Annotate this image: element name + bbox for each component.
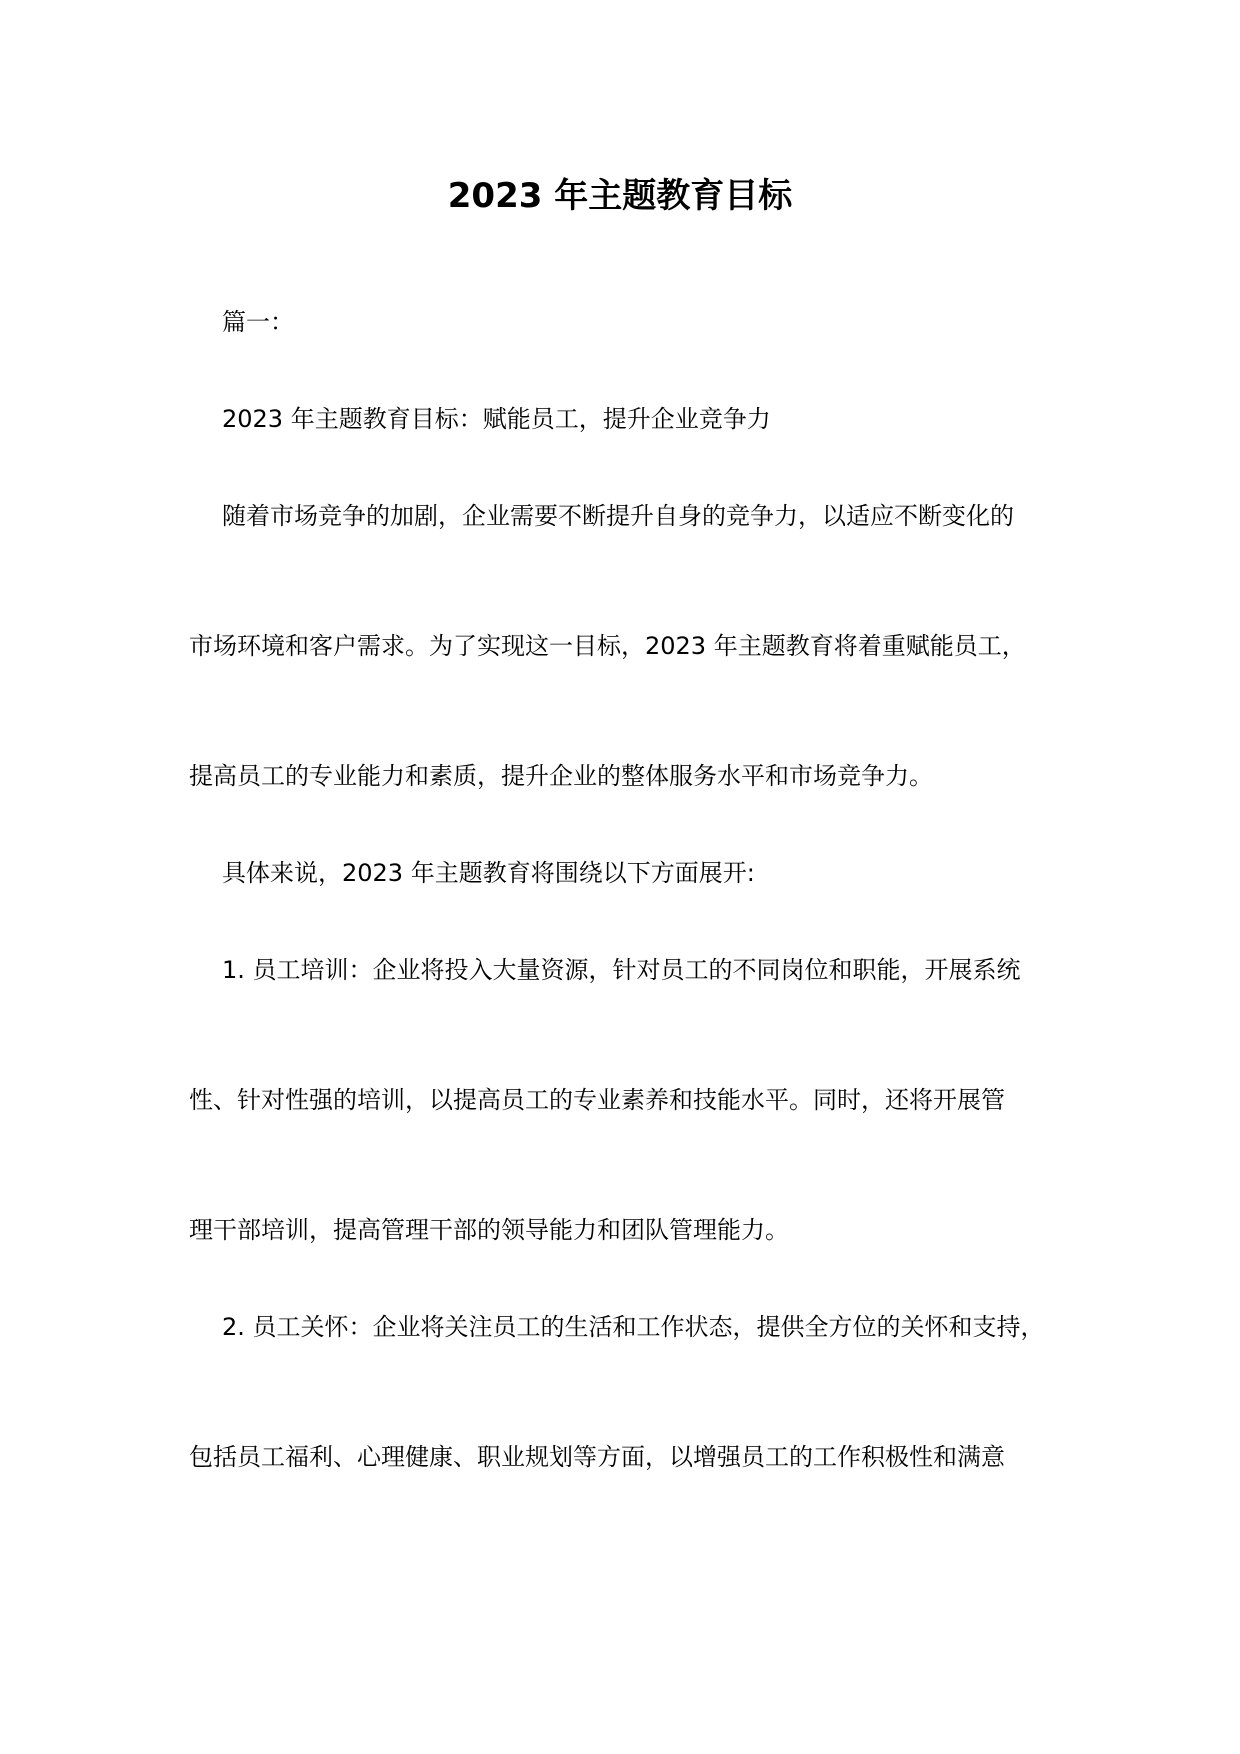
list-item-line: 理干部培训，提高管理干部的领导能力和团队管理能力。 (189, 1216, 789, 1244)
paragraph-line: 市场环境和客户需求。为了实现这一目标，2023 年主题教育将着重赋能员工， (189, 632, 1026, 660)
list-item-line: 1. 员工培训：企业将投入大量资源，针对员工的不同岗位和职能，开展系统 (222, 956, 1021, 984)
list-item-line: 2. 员工关怀：企业将关注员工的生活和工作状态，提供全方位的关怀和支持， (222, 1313, 1045, 1341)
list-item-line: 包括员工福利、心理健康、职业规划等方面，以增强员工的工作积极性和满意 (189, 1443, 1005, 1471)
paragraph-line: 具体来说，2023 年主题教育将围绕以下方面展开: (222, 859, 755, 887)
paragraph-line: 提高员工的专业能力和素质，提升企业的整体服务水平和市场竞争力。 (189, 762, 933, 790)
list-item-line: 性、针对性强的培训，以提高员工的专业素养和技能水平。同时，还将开展管 (189, 1086, 1005, 1114)
document-title: 2023 年主题教育目标 (447, 176, 793, 216)
paragraph-line: 随着市场竞争的加剧，企业需要不断提升自身的竞争力，以适应不断变化的 (222, 502, 1014, 530)
section-heading: 篇一： (222, 308, 294, 336)
subtitle-line: 2023 年主题教育目标：赋能员工，提升企业竞争力 (222, 405, 771, 433)
